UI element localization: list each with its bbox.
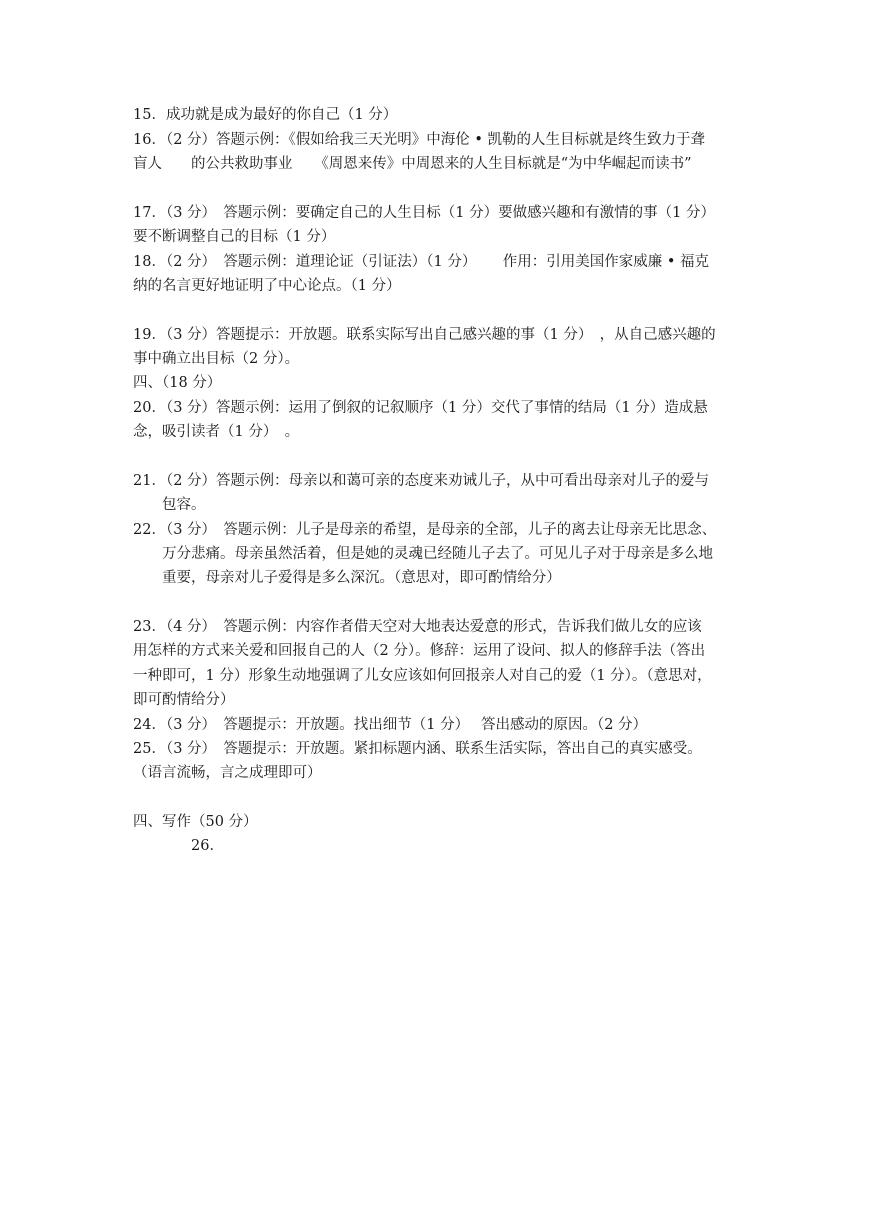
answer-23-line-4: 即可酌情给分）: [133, 692, 235, 708]
answer-16-line-1: 16．（2 分）答题示例：《假如给我三天光明》中海伦 • 凯勒的人生目标就是终生致力于聋: [133, 132, 706, 148]
answer-21-line-1: 21．（2 分）答题示例：母亲以和蔼可亲的态度来劝诫儿子，从中可看出母亲对儿子的爱与: [133, 473, 710, 489]
answer-22-line-1: 22．（3 分） 答题示例：儿子是母亲的希望，是母亲的全部，儿子的离去让母亲无比思念、: [133, 522, 717, 538]
answer-22-line-3: 重要，母亲对儿子爱得是多么深沉。（意思对，即可酌情给分）: [162, 570, 561, 586]
question-26-number: 26．: [191, 838, 224, 854]
answer-15: 15．成功就是成为最好的你自己（1 分）: [133, 107, 398, 123]
section-four-heading: 四、（18 分）: [133, 375, 222, 391]
answer-19-line-2: 事中确立出目标（2 分）。: [133, 351, 300, 367]
answer-20-line-1: 20．（3 分）答题示例：运用了倒叙的记叙顺序（1 分）交代了事情的结局（1 分）造成悬: [133, 400, 708, 416]
answer-19-line-1: 19．（3 分）答题提示：开放题。联系实际写出自己感兴趣的事（1 分） ，从自己感兴趣的: [133, 327, 716, 343]
answer-22-line-2: 万分悲痛。母亲虽然活着，但是她的灵魂已经随儿子去了。可见儿子对于母亲是多么地: [162, 546, 713, 562]
answer-25-line-2: （语言流畅，言之成理即可）: [133, 765, 322, 781]
answer-20-line-2: 念，吸引读者（1 分） 。: [133, 424, 300, 440]
answer-25-line-1: 25．（3 分） 答题提示：开放题。紧扣标题内涵、联系生活实际，答出自己的真实感受。: [133, 741, 702, 757]
answer-21-line-2: 包容。: [162, 497, 206, 513]
answer-18-line-1: 18．（2 分） 答题示例：道理论证（引证法）（1 分） 作用：引用美国作家威廉 • 福克: [133, 254, 709, 270]
answer-23-line-3: 一种即可，1 分）形象生动地强调了儿女应该如何回报亲人对自己的爱（1 分）。（意思对，: [133, 668, 712, 684]
answer-18-line-2: 纳的名言更好地证明了中心论点。（1 分）: [133, 278, 401, 294]
answer-17-line-1: 17．（3 分） 答题示例：要确定自己的人生目标（1 分）要做感兴趣和有激情的事（1 分）: [133, 205, 715, 221]
writing-section-heading: 四、写作（50 分）: [133, 814, 258, 830]
answer-23-line-1: 23．（4 分） 答题示例：内容作者借天空对大地表达爱意的形式，告诉我们做儿女的应该: [133, 619, 702, 635]
answer-24: 24．（3 分） 答题提示：开放题。找出细节（1 分） 答出感动的原因。（2 分）: [133, 717, 648, 733]
answer-17-line-2: 要不断调整自己的目标（1 分）: [133, 229, 336, 245]
answer-16-line-2: 盲人 的公共救助事业 《周恩来传》中周恩来的人生目标就是“为中华崛起而读书”: [133, 156, 692, 172]
answer-23-line-2: 用怎样的方式来关爱和回报自己的人（2 分）。修辞：运用了设问、拟人的修辞手法（答出: [133, 643, 706, 659]
